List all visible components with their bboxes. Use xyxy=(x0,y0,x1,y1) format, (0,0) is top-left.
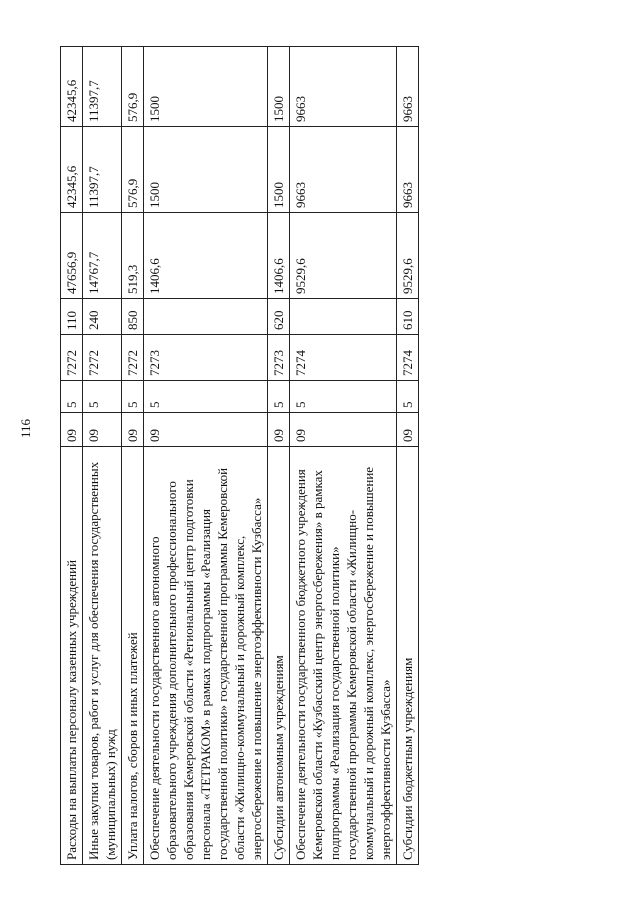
cell-v3: 9663 xyxy=(290,47,397,127)
cell-v2: 576,9 xyxy=(122,127,144,213)
cell-c2: 5 xyxy=(122,381,144,413)
cell-c4: 110 xyxy=(61,299,83,335)
cell-c3: 7272 xyxy=(83,335,122,381)
cell-v1: 9529,6 xyxy=(397,213,419,299)
table-row xyxy=(397,47,419,865)
budget-table xyxy=(60,46,419,865)
table-row xyxy=(268,47,290,865)
table-row xyxy=(61,47,83,865)
page-number: 116 xyxy=(18,418,33,438)
cell-c1: 09 xyxy=(122,413,144,447)
cell-c4: 850 xyxy=(122,299,144,335)
cell-v3: 576,9 xyxy=(122,47,144,127)
cell-c1: 09 xyxy=(290,413,397,447)
table-row xyxy=(122,47,144,865)
cell-v1: 47656,9 xyxy=(61,213,83,299)
cell-c2: 5 xyxy=(397,381,419,413)
cell-v2: 1500 xyxy=(268,127,290,213)
cell-c2: 5 xyxy=(268,381,290,413)
cell-v1: 1406,6 xyxy=(268,213,290,299)
cell-v1: 9529,6 xyxy=(290,213,397,299)
row-description: Обеспечение деятельности государственного автономного образовательного учреждения дополнительного профессионального образования Кемеровской области «Региональный центр подготовки персонала «ТЕТРАКОМ» в рамках подпрограммы «Реализация государственной политики» государственной программы Кемеровской области «Жилищно-коммунальный и дорожный комплекс, энергосбережение и повышение энергоэффективности Кузбасса» xyxy=(144,447,268,865)
cell-c3: 7273 xyxy=(268,335,290,381)
row-description: Обеспечение деятельности государственного бюджетного учреждения Кемеровской области «Кузбасский центр энергосбережения» в рамках подпрограммы «Реализация государственной политики» государственной программы Кемеровской области «Жилищно-коммунальный и дорожный комплекс, энергосбережение и повышение энергоэффективности Кузбасса» xyxy=(290,447,397,865)
row-description: Субсидии бюджетным учреждениям xyxy=(397,447,419,865)
cell-v2: 1500 xyxy=(144,127,268,213)
cell-c1: 09 xyxy=(144,413,268,447)
cell-c1: 09 xyxy=(61,413,83,447)
cell-v2: 11397,7 xyxy=(83,127,122,213)
cell-v3: 42345,6 xyxy=(61,47,83,127)
table-row xyxy=(290,47,397,865)
table-row xyxy=(144,47,268,865)
rotated-table-container xyxy=(60,47,630,865)
cell-v3: 9663 xyxy=(397,47,419,127)
cell-c3: 7274 xyxy=(397,335,419,381)
cell-v3: 1500 xyxy=(144,47,268,127)
cell-c3: 7272 xyxy=(122,335,144,381)
row-description: Уплата налогов, сборов и иных платежей xyxy=(122,447,144,865)
cell-c3: 7273 xyxy=(144,335,268,381)
row-description: Расходы на выплаты персоналу казенных учреждений xyxy=(61,447,83,865)
cell-v2: 42345,6 xyxy=(61,127,83,213)
cell-c2: 5 xyxy=(290,381,397,413)
row-description: Иные закупки товаров, работ и услуг для обеспечения государственных (муниципальных) нужд xyxy=(83,447,122,865)
cell-v3: 1500 xyxy=(268,47,290,127)
cell-c1: 09 xyxy=(397,413,419,447)
cell-v2: 9663 xyxy=(397,127,419,213)
cell-v1: 1406,6 xyxy=(144,213,268,299)
cell-c4: 610 xyxy=(397,299,419,335)
table-body xyxy=(61,47,419,865)
cell-c1: 09 xyxy=(268,413,290,447)
table-row xyxy=(83,47,122,865)
cell-c3: 7274 xyxy=(290,335,397,381)
cell-c4 xyxy=(290,299,397,335)
cell-v3: 11397,7 xyxy=(83,47,122,127)
cell-c1: 09 xyxy=(83,413,122,447)
row-description: Субсидии автономным учреждениям xyxy=(268,447,290,865)
cell-c4: 240 xyxy=(83,299,122,335)
cell-c4: 620 xyxy=(268,299,290,335)
cell-c3: 7272 xyxy=(61,335,83,381)
cell-c4 xyxy=(144,299,268,335)
cell-v2: 9663 xyxy=(290,127,397,213)
cell-c2: 5 xyxy=(61,381,83,413)
cell-c2: 5 xyxy=(144,381,268,413)
cell-v1: 519,3 xyxy=(122,213,144,299)
cell-c2: 5 xyxy=(83,381,122,413)
cell-v1: 14767,7 xyxy=(83,213,122,299)
